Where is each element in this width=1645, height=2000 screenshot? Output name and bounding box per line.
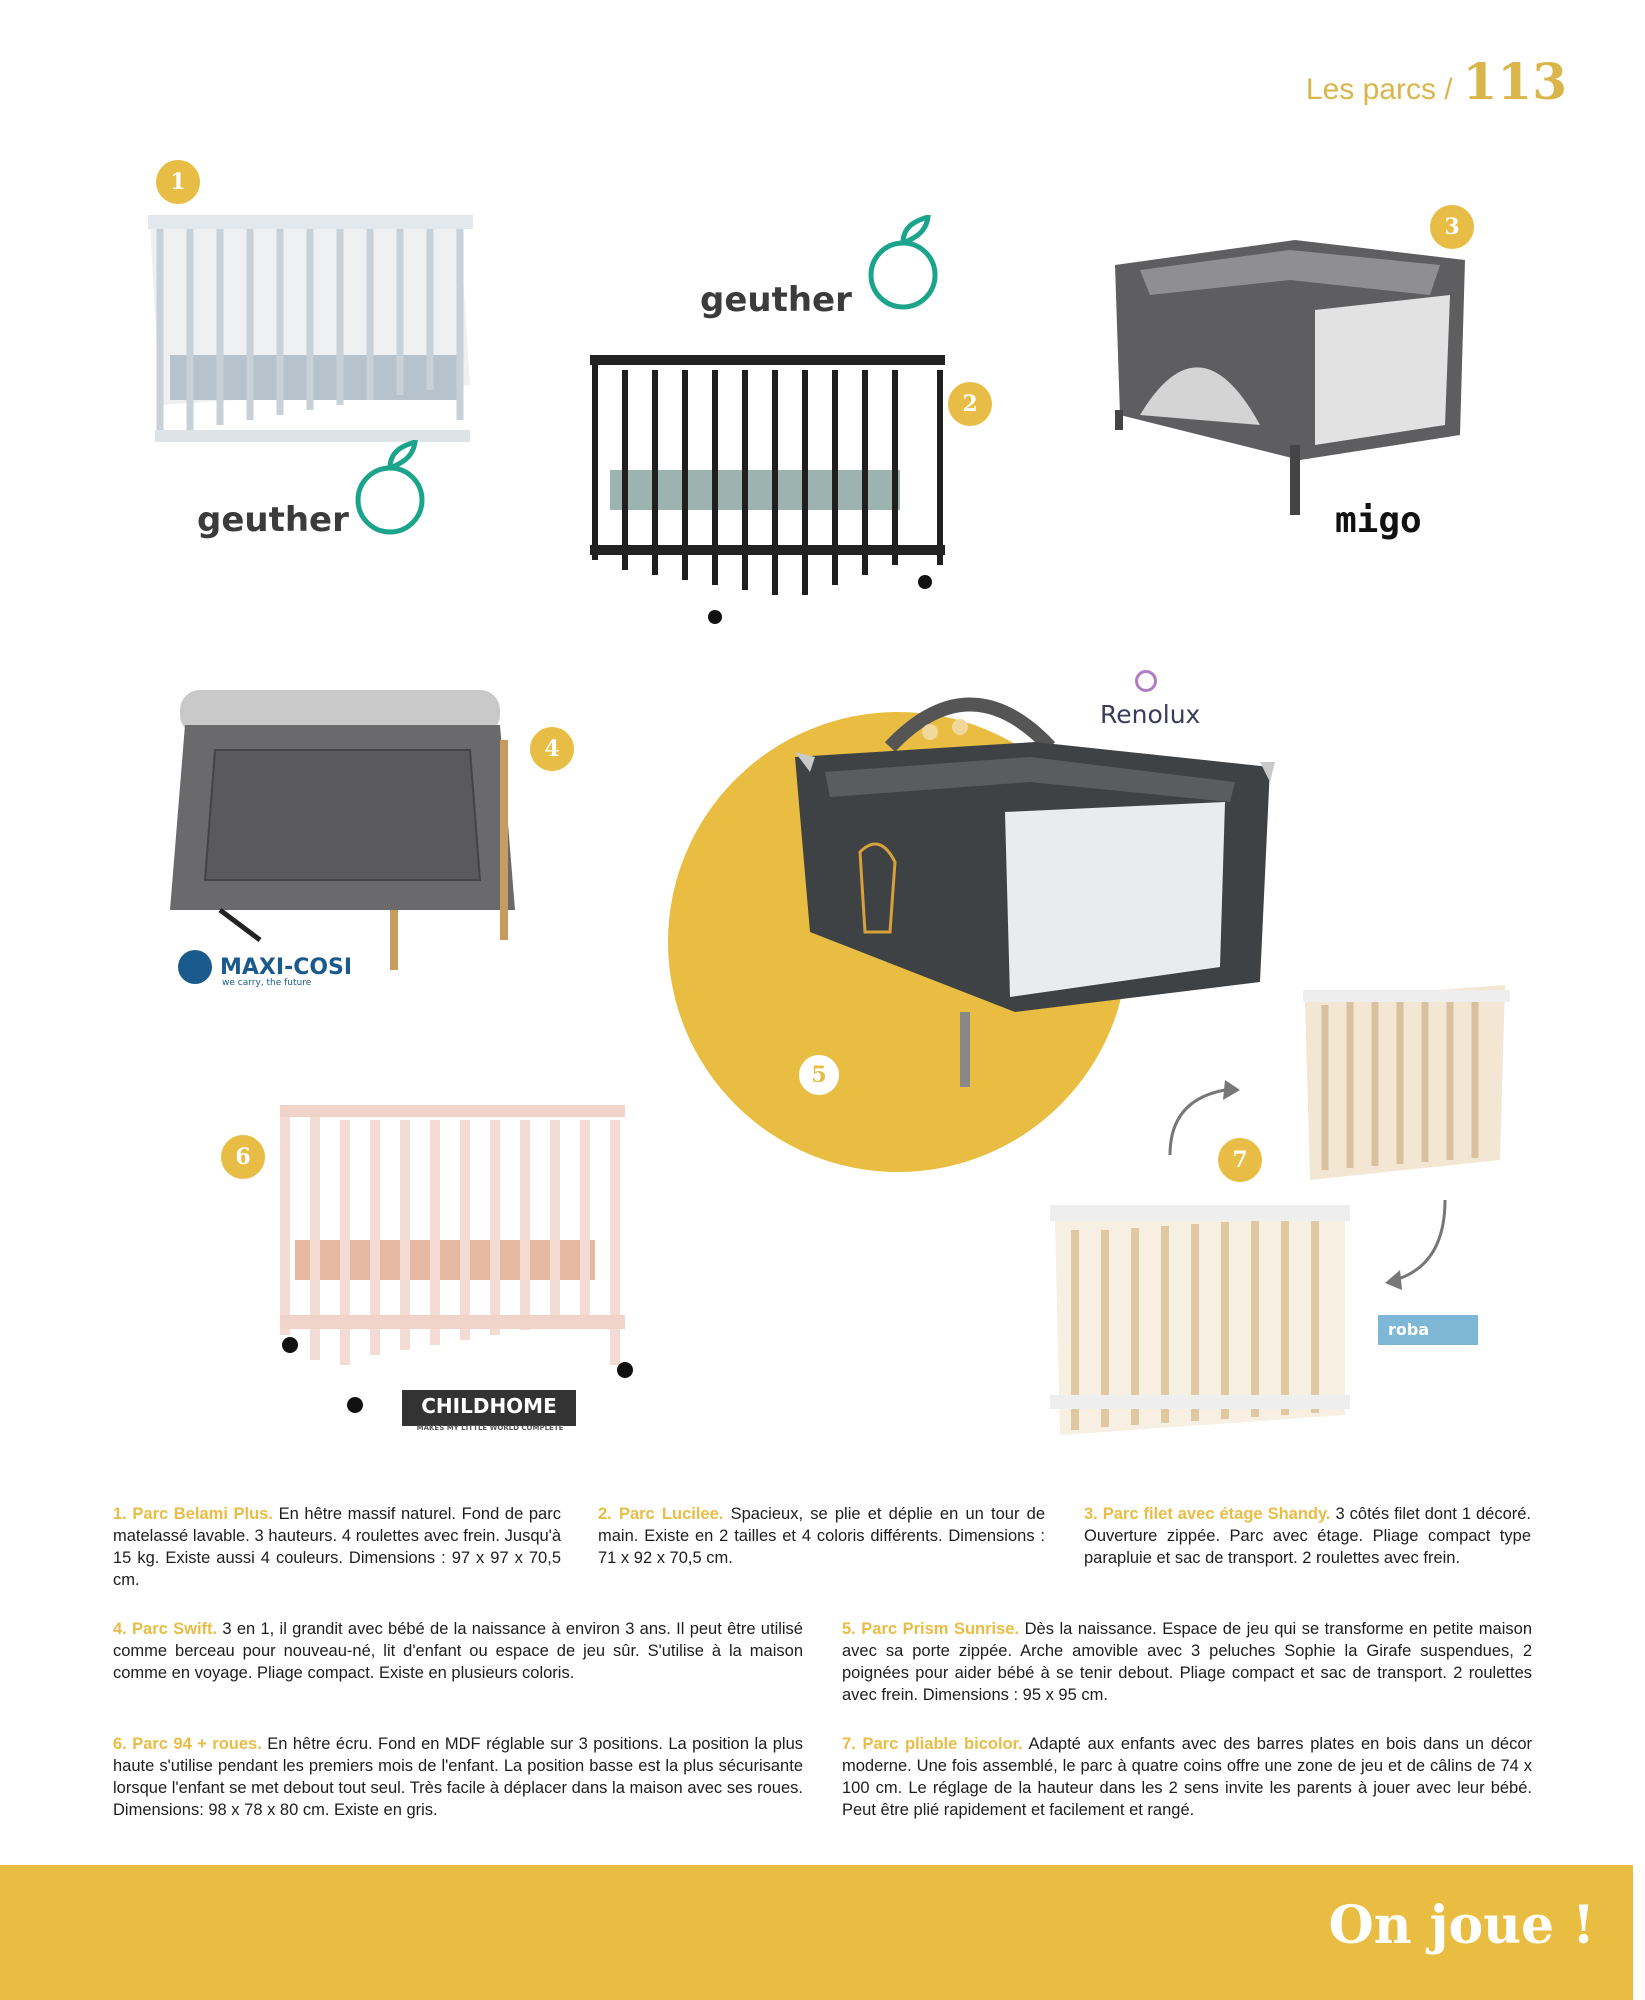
product-description-4 [113,1618,803,1684]
product-2-image [585,345,950,630]
brand-geuther-2: geuther [700,280,852,320]
product-6-image [275,1100,635,1420]
page-number: 113 [1462,52,1567,111]
brand-geuther-1: geuther [197,500,349,540]
badge-1: 1 [156,160,200,204]
badge-6: 6 [221,1135,265,1179]
product-text-7: Adapté aux enfants avec des barres plates en bois dans un décor moderne. Une fois assemblé, le parc à quatre coins offre une zone de jeu et de câlins de 74 x 100 cm. Le réglage de la hauteur dans les 2 sens invite les parents à jouer avec leur bébé. Peut être plié rapidement et facilement et rangé. [842,1735,1532,1819]
product-description-7 [842,1733,1532,1821]
product-description-1 [113,1503,561,1591]
maxicosi-logo-icon [178,950,212,984]
product-7-folded-image [1300,980,1515,1195]
product-title-4: 4. Parc Swift. [113,1620,218,1638]
product-title-5: 5. Parc Prism Sunrise. [842,1620,1020,1638]
product-5-image [790,672,1275,1092]
brand-migo: migo [1335,500,1422,541]
arrow-down-left-icon [1380,1195,1450,1295]
product-text-6: En hêtre écru. Fond en MDF réglable sur 3 positions. La position la plus haute s'utilise pendant les premiers mois de l'enfant. La position basse est la plus sécurisante lorsque l'enfant se met debout tout seul. Très facile à déplacer dans la maison avec ses roues. Dimensions: 98 x 78 x 80 cm. Existe en gris. [113,1735,803,1819]
product-text-2: Spacieux, se plie et déplie en un tour de main. Existe en 2 tailles et 4 coloris différents. Dimensions : 71 x 92 x 70,5 cm. [598,1505,1045,1567]
product-title-3: 3. Parc filet avec étage Shandy. [1084,1505,1331,1523]
badge-3: 3 [1430,205,1474,249]
product-title-1: 1. Parc Belami Plus. [113,1505,273,1523]
eco-globe-icon [355,440,430,550]
footer-band [0,1865,1645,2000]
brand-renolux: Renolux [1100,700,1201,729]
product-text-1: En hêtre massif naturel. Fond de parc matelassé lavable. 3 hauteurs. 4 roulettes avec frein. Jusqu'à 15 kg. Existe aussi 4 couleurs. Dimensions : 97 x 97 x 70,5 cm. [113,1505,561,1589]
product-text-5: Dès la naissance. Espace de jeu qui se transforme en petite maison avec sa porte zippée. Arche amovible avec 3 peluches Sophie la Girafe suspendues, 2 poignées pour aider bébé à se tenir debout. Pliage compact et sac de transport. 2 roulettes avec frein. Dimensions : 95 x 95 cm. [842,1620,1532,1704]
footer-tag: On joue ! [1328,1895,1595,1956]
product-description-2 [598,1503,1045,1569]
eco-globe-icon [868,215,943,325]
product-description-3 [1084,1503,1531,1569]
product-7-open-image [1045,1195,1355,1455]
product-description-5 [842,1618,1532,1706]
page-header [1306,52,1567,111]
renolux-logo-icon [1135,670,1157,692]
brand-roba: roba [1378,1315,1478,1345]
badge-4: 4 [530,727,574,771]
page-edge [1633,0,1645,2000]
product-title-2: 2. Parc Lucilee. [598,1505,724,1523]
brand-childhome-tagline: MAKES MY LITTLE WORLD COMPLETE [416,1424,564,1432]
product-text-4: 3 en 1, il grandit avec bébé de la naissance à environ 3 ans. Il peut être utilisé comme berceau pour nouveau-né, lit d'enfant ou espace de jeu sûr. S'utilise à la maison comme en voyage. Pliage compact. Existe en plusieurs coloris. [113,1620,803,1682]
product-3-image [1110,235,1475,535]
product-title-7: 7. Parc pliable bicolor. [842,1735,1023,1753]
badge-5: 5 [797,1053,841,1097]
product-title-6: 6. Parc 94 + roues. [113,1735,262,1753]
product-1-image [140,205,485,470]
arrow-up-right-icon [1165,1070,1245,1160]
product-description-6 [113,1733,803,1821]
brand-maxicosi-name: MAXI-COSI [220,954,353,980]
product-text-3: 3 côtés filet dont 1 décoré. Ouverture zippée. Parc avec étage. Pliage compact type parapluie et sac de transport. 2 roulettes avec frein. [1084,1505,1532,1567]
badge-2: 2 [948,382,992,426]
badge-7: 7 [1218,1138,1262,1182]
brand-maxicosi-tagline: we carry, the future [222,978,312,988]
brand-childhome: CHILDHOME [402,1390,576,1426]
section-title: Les parcs / [1305,73,1453,106]
product-4-image [160,680,535,980]
